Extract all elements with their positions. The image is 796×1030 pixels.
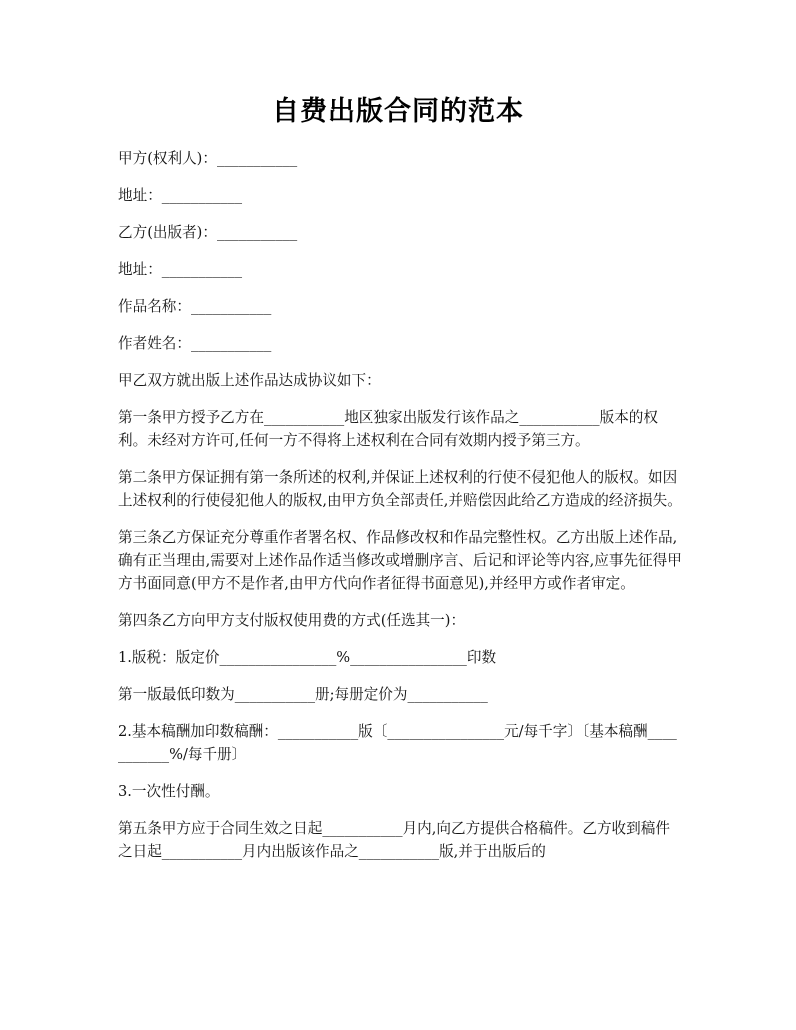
party-a-address-line: 地址：___________ bbox=[118, 187, 243, 204]
agreement-intro: 甲乙双方就出版上述作品达成协议如下： bbox=[118, 372, 381, 389]
article-1: 第一条甲方授予乙方在___________地区独家出版发行该作品之___________版本的权利。未经对方许可,任何一方不得将上述权利在合同有效期内授予第三方。 bbox=[118, 409, 658, 449]
work-name-line: 作品名称：___________ bbox=[118, 298, 272, 315]
document-body bbox=[118, 147, 683, 877]
payment-option-1: 1.版税：版定价________________%________________印数 bbox=[118, 649, 497, 666]
party-b-address-line: 地址：___________ bbox=[118, 261, 243, 278]
document-title: 自费出版合同的范本 bbox=[272, 96, 524, 127]
payment-option-3: 3.一次性付酬。 bbox=[118, 783, 220, 800]
article-5: 第五条甲方应于合同生效之日起___________月内,向乙方提供合格稿件。乙方收到稿件之日起___________月内出版该作品之___________版,并于出版后的 bbox=[118, 820, 670, 860]
party-a-line: 甲方(权利人)：___________ bbox=[118, 150, 298, 167]
article-2: 第二条甲方保证拥有第一条所述的权利,并保证上述权利的行使不侵犯他人的版权。如因上述权利的行使侵犯他人的版权,由甲方负全部责任,并赔偿因此给乙方造成的经济损失。 bbox=[118, 469, 682, 509]
party-b-line: 乙方(出版者)：___________ bbox=[118, 224, 298, 241]
article-3: 第三条乙方保证充分尊重作者署名权、作品修改权和作品完整性权。乙方出版上述作品,确有正当理由,需要对上述作品作适当修改或增删序言、后记和评论等内容,应事先征得甲方书面同意(甲方不是作者,由甲方代向作者征得书面意见),并经甲方或作者审定。 bbox=[118, 529, 682, 592]
article-4: 第四条乙方向甲方支付版权使用费的方式(任选其一)： bbox=[118, 612, 466, 629]
minimum-print-run: 第一版最低印数为___________册;每册定价为___________ bbox=[118, 686, 488, 703]
payment-option-2: 2.基本稿酬加印数稿酬：___________版〔________________元/每千字〕〔基本稿酬___________%/每千册〕 bbox=[118, 723, 677, 763]
author-name-line: 作者姓名：___________ bbox=[118, 335, 272, 352]
